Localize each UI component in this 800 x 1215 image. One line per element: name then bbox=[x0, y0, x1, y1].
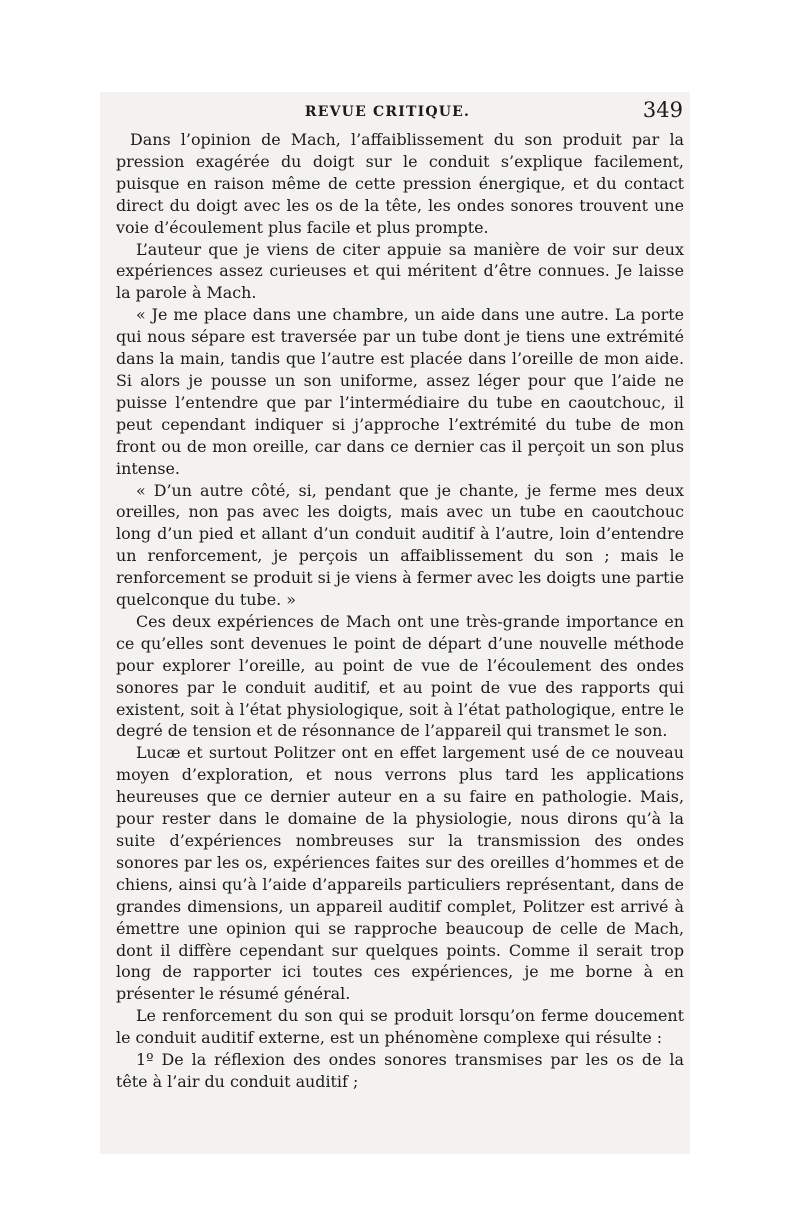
page-number: 349 bbox=[642, 98, 683, 122]
paragraph: « D’un autre côté, si, pendant que je chante, je ferme mes deux oreilles, non pas avec les doigts, mais avec un tube en caoutchouc long d’un pied et allant d’un conduit auditif à l’autre, loin d’entendre un renforcement, je perçois un affaiblissement du son ; mais le renforcement se produit si je viens à fermer avec les doigts une partie quelconque du tube. » bbox=[116, 480, 684, 610]
page-header bbox=[116, 99, 683, 125]
paragraph: Ces deux expériences de Mach ont une très-grande importance en ce qu’elles sont devenues le point de départ d’une nouvelle méthode pour explorer l’oreille, au point de vue de l’écoulement des ondes sonores par le conduit auditif, et au point de vue des rapports qui existent, soit à l’état physiologique, soit à l’état pathologique, entre le degré de tension et de résonnance de l’appareil qui transmet le son. bbox=[116, 611, 684, 741]
paragraph: L’auteur que je viens de citer appuie sa manière de voir sur deux expériences assez curieuses et qui méritent d’être connues. Je laisse la parole à Mach. bbox=[116, 239, 684, 303]
running-head: REVUE CRITIQUE. bbox=[304, 104, 471, 120]
paragraph: Le renforcement du son qui se produit lorsqu’on ferme doucement le conduit auditif externe, est un phénomène complexe qui résulte : bbox=[116, 1006, 684, 1048]
paragraph: Lucæ et surtout Politzer ont en effet largement usé de ce nouveau moyen d’exploration, et nous verrons plus tard les applications heureuses que ce dernier auteur en a su faire en pathologie. Mais, pour rester dans le domaine de la physiologie, nous dirons qu’à la suite d’expériences nombreuses sur la transmission des ondes sonores par les os, expériences faites sur des oreilles d’hommes et de chiens, ainsi qu’à l’aide d’appareils particuliers représentant, dans de grandes dimensions, un appareil auditif complet, Politzer est arrivé à émettre une opinion qui se rapproche beaucoup de celle de Mach, dont il diffère cependant sur quelques points. Comme il serait trop long de rapporter ici toutes ces expériences, je me borne à en présenter le résumé général. bbox=[116, 743, 684, 1004]
paragraph: « Je me place dans une chambre, un aide dans une autre. La porte qui nous sépare est traversée par un tube dont je tiens une extrémité dans la main, tandis que l’autre est placée dans l’oreille de mon aide. Si alors je pousse un son uniforme, assez léger pour que l’aide ne puisse l’entendre que par l’intermédiaire du tube en caoutchouc, il peut cependant indiquer si j’approche l’extrémité du tube de mon front ou de mon oreille, car dans ce dernier cas il perçoit un son plus intense. bbox=[116, 305, 684, 478]
paragraph: Dans l’opinion de Mach, l’affaiblissement du son produit par la pression exagérée du doigt sur le conduit s’explique facilement, puisque en raison même de cette pression énergique, et du contact direct du doigt avec les os de la tête, les ondes sonores trouvent une voie d’écoulement plus facile et plus prompte. bbox=[116, 130, 684, 237]
paragraph: 1º De la réflexion des ondes sonores transmises par les os de la tête à l’air du conduit auditif ; bbox=[116, 1050, 684, 1091]
body-text bbox=[116, 129, 684, 1093]
